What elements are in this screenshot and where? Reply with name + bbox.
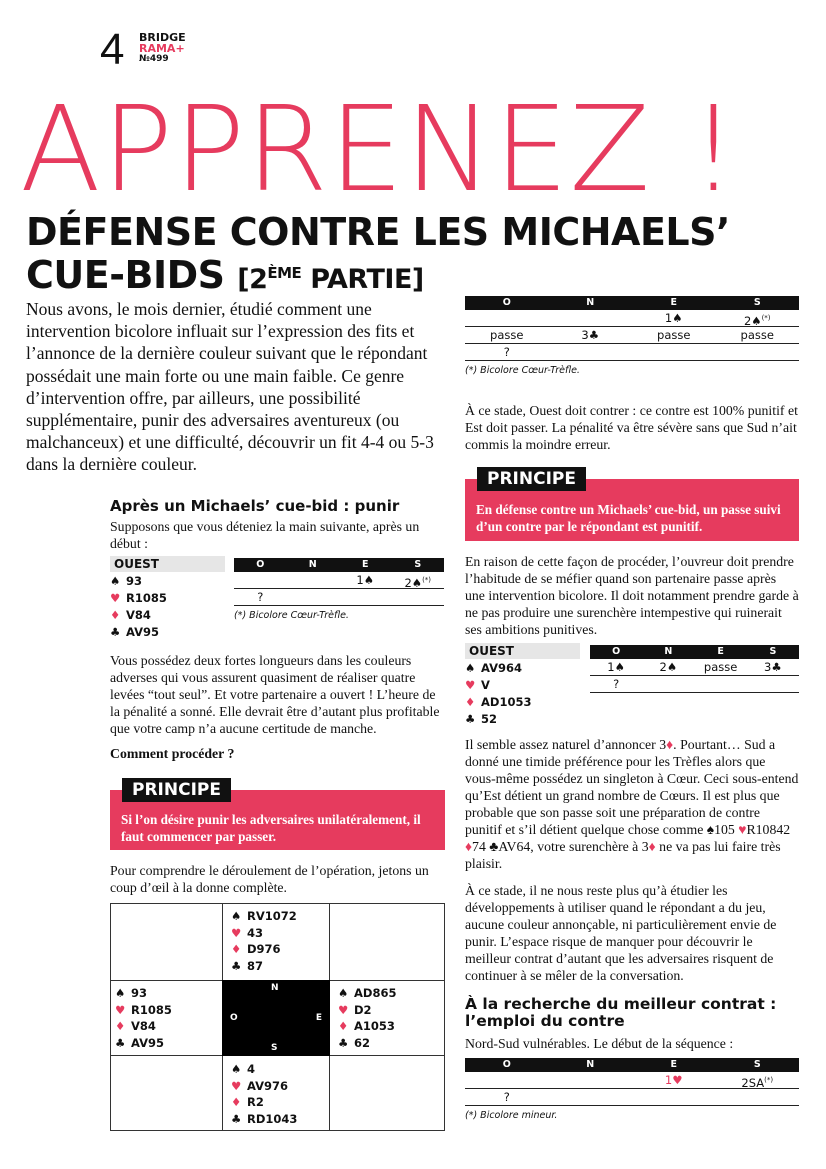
spade-icon: ♠ [115, 986, 126, 1000]
bidding-row: ? [234, 589, 444, 606]
spade-icon: ♠ [338, 986, 349, 1000]
page-title: APPRENEZ ! [20, 80, 739, 218]
diamond-icon: ♦ [465, 695, 476, 709]
west-hand-1: OUEST ♠ 93 ♥ R1085 ♦ V84 ♣ AV95 [110, 556, 225, 641]
section-title-contre: À la recherche du meilleur contrat : l’emploi du contre [465, 995, 777, 1030]
bidding-table-4 [465, 1058, 799, 1121]
diamond-icon: ♦ [666, 737, 674, 752]
bidding-table-2 [465, 296, 799, 376]
spade-icon: ♠ [231, 1062, 242, 1076]
heart-icon: ♥ [115, 1002, 126, 1017]
heart-icon: ♥ [338, 1002, 349, 1017]
bidding-row: passe 3♣ passe passe [465, 327, 799, 344]
spade-icon: ♠ [231, 909, 242, 923]
principe-box-1: Si l’on désire punir les adversaires unilatéralement, il faut commencer par passer. [110, 790, 445, 850]
heart-icon: ♥ [738, 822, 747, 837]
deal-diagram [110, 903, 445, 1131]
east-hand: ♠ AD865 ♥ D2 ♦ A1053 ♣ 62 [338, 986, 397, 1050]
bidding-table-3 [590, 645, 799, 693]
west-hand: ♠ 93 ♥ R1085 ♦ V84 ♣ AV95 [115, 986, 172, 1050]
north-hand: ♠ RV1072 ♥ 43 ♦ D976 ♣ 87 [231, 909, 297, 973]
bidding-row: ? [590, 676, 799, 693]
section-title-punir: Après un Michaels’ cue-bid : punir [110, 497, 400, 515]
heart-icon: ♥ [231, 1078, 242, 1093]
bidding-row: 1♠ 2♠ passe 3♣ [590, 659, 799, 676]
bidding-footnote: (*) Bicolore Cœur-Trèfle. [234, 610, 349, 621]
diamond-icon: ♦ [338, 1019, 349, 1033]
bidding-header: O N E S [465, 296, 799, 310]
principe-box-2: En défense contre un Michaels’ cue-bid, un passe suivi d’un contre par le répondant est punitif. [465, 479, 799, 541]
heart-icon: ♥ [231, 925, 242, 940]
diamond-icon: ♦ [115, 1019, 126, 1033]
spade-icon: ♠ [110, 574, 121, 588]
diamond-icon: ♦ [110, 608, 121, 622]
bidding-row: ? [465, 344, 799, 361]
west-hand-2: OUEST ♠ AV964 ♥ V ♦ AD1053 ♣ 52 [465, 643, 580, 728]
diamond-icon: ♦ [231, 942, 242, 956]
bidding-footnote: (*) Bicolore Cœur-Trèfle. [465, 365, 580, 376]
club-icon: ♣ [115, 1035, 126, 1050]
principe-label-1: PRINCIPE [122, 778, 231, 802]
paragraph-question: Comment procéder ? [110, 746, 235, 761]
paragraph: Pour comprendre le déroulement de l’opération, jetons un coup d’œil à la donne complète. [110, 863, 429, 895]
paragraph: À ce stade, Ouest doit contrer : ce contre est 100% punitif et Est doit passer. La pénalité va être sévère sans que Sud n’ait commis la moindre erreur. [465, 403, 798, 452]
club-icon: ♣ [110, 625, 121, 639]
bidding-footnote: (*) Bicolore mineur. [465, 1110, 558, 1121]
club-icon: ♣ [465, 712, 476, 726]
article-headline: DÉFENSE CONTRE LES MICHAELS’ CUE-BIDS [2ÈME PARTIE] [26, 210, 730, 297]
bidding-row: 1♠ 2♠(*) [465, 310, 799, 327]
bidding-header: O N E S [465, 1058, 799, 1072]
heart-icon: ♥ [465, 678, 476, 692]
club-icon: ♣ [338, 1035, 349, 1050]
diamond-icon: ♦ [465, 839, 473, 854]
page-number: 4 [100, 25, 125, 74]
paragraph: Nord-Sud vulnérables. Le début de la séquence : [465, 1036, 734, 1051]
heart-icon: ♥ [110, 591, 121, 605]
magazine-logo: BRIDGE RAMA+ №499 [139, 31, 186, 64]
bidding-header: O N E S [234, 558, 444, 572]
bidding-table-1 [234, 558, 444, 621]
spade-icon: ♠ [465, 661, 476, 675]
bidding-row: 1♥ 2SA(*) [465, 1072, 799, 1089]
intro-paragraph: Nous avons, le mois dernier, étudié comment une intervention bicolore influait sur l’expression des fits et l’annonce de la dernière couleur suivant que le répondant possédait une main forte ou une main faible. Ce genre d’intervention offre, par ailleurs, une possibilité supplémentaire, punir des adversaires aventureux (ou malchanceux) et une difficulté, découvrir un fit 4-4 ou 5-3 dans la dernière couleur. [26, 299, 434, 475]
section-intro-text: Supposons que vous déteniez la main suivante, après un début : [110, 519, 420, 551]
club-icon: ♣ [231, 1111, 242, 1126]
paragraph: Il semble assez naturel d’annoncer 3♦. Pourtant… Sud a donné une timide préférence pour les Trèfles alors que vous-même possédez un singleton à Cœur. Ceci sous-entend qu’Est détient un grand nombre de Cœurs. Il est plus que probable que son passe soit une préparation de contre punitif et s’il détient quelque chose comme ♠105 ♥R10842 ♦74 ♣AV64, votre surenchère à 3♦ ne va pas lui faire très plaisir. [465, 737, 799, 871]
bidding-row: 1♠ 2♠(*) [234, 572, 444, 589]
diamond-icon: ♦ [648, 839, 656, 854]
compass-square: N O E S [222, 980, 330, 1056]
paragraph: Vous possédez deux fortes longueurs dans les couleurs adverses qui vous assurent quasiment de réaliser quatre levées “tout seul”. Et votre partenaire a ouvert ! L’heure de la pénalité a sonné. Elle devrait être d’autant plus profitable que votre camp n’a aucune certitude de manche. [110, 653, 440, 736]
bidding-row: ? [465, 1089, 799, 1106]
south-hand: ♠ 4 ♥ AV976 ♦ R2 ♣ RD1043 [231, 1062, 298, 1126]
paragraph: À ce stade, il ne nous reste plus qu’à étudier les développements à utiliser quand le répondant a du jeu, aucune couleur annonçable, ni particulièrement envie de punir. L’espace risque de manquer pour découvrir le meilleur contrat d’autant que les adversaires risquent de continuer à se mêler de la conversation. [465, 883, 777, 983]
diamond-icon: ♦ [231, 1095, 242, 1109]
paragraph: En raison de cette façon de procéder, l’ouvreur doit prendre l’habitude de se méfier quand son partenaire passe après une intervention bicolore. Il doit notamment prendre garde à ne pas produire une surenchère intempestive qui ruinerait ses ambitions punitives. [465, 554, 799, 637]
bidding-header: O N E S [590, 645, 799, 659]
principe-label-2: PRINCIPE [477, 467, 586, 491]
club-icon: ♣ [231, 958, 242, 973]
